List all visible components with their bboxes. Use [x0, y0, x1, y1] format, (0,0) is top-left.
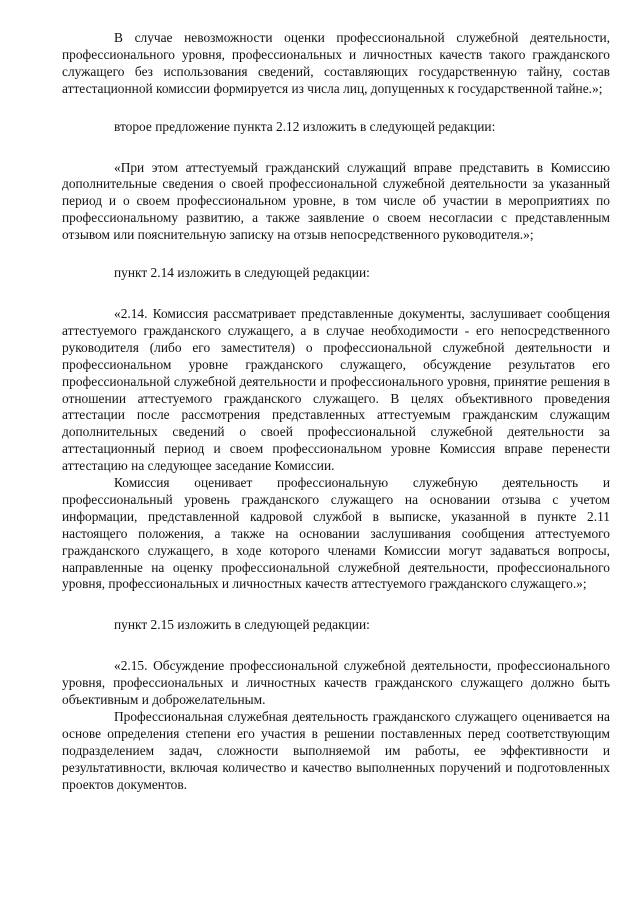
paragraph-activity-assessment: Профессиональная служебная деятельность гражданского служащего оценивается на основе определения степени его участия в решении поставленных перед соответствующим подразделением задач, сложности выполняемой им работы, ее эффективности и результативности, включая количество и качество выполненных поручений и подготовленных проектов документов.: [62, 709, 610, 792]
spacer: [62, 136, 610, 160]
paragraph-instruction-2-15: пункт 2.15 изложить в следующей редакции:: [114, 617, 370, 633]
paragraph-quote-2-15: «2.15. Обсуждение профессиональной служебной деятельности, профессионального уровня, профессиональных и личностных качеств гражданского служащего должно быть объективным и доброжелательным.: [62, 658, 610, 708]
spacer: [62, 244, 610, 265]
spacer: [62, 98, 610, 119]
paragraph-instruction-2-12: второе предложение пункта 2.12 изложить в следующей редакции:: [114, 118, 496, 134]
spacer: [62, 593, 610, 617]
document-body: [62, 30, 610, 794]
paragraph-quote-2-14: «2.14. Комиссия рассматривает представленные документы, заслушивает сообщения аттестуемого гражданского служащего, а в случае необходимости - его непосредственного руководителя (либо его заместителя) о профессиональной служебной деятельности и профессиональном уровне гражданского служащего, обсуждение результатов его профессиональной служебной деятельности и профессионального уровня, принятие решения в отношении аттестуемого гражданского служащего. В целях объективного проведения аттестации после рассмотрения представленных аттестуемым гражданским служащим дополнительных сведений о своей профессиональной служебной деятельности за аттестационный период и своем профессиональном уровне Комиссия вправе перенести аттестацию на следующее заседание Комиссии.: [62, 305, 610, 474]
paragraph-quote-2-12: «При этом аттестуемый гражданский служащий вправе представить в Комиссию дополнительные сведения о своей профессиональной служебной деятельности за указанный период и о своем профессиональном уровне, в том числе об участии в мероприятиях по профессиональному развитию, а также заявление о своем несогласии с представленным отзывом или пояснительную записку на отзыв непосредственного руководителя.»;: [62, 159, 610, 243]
paragraph-secrecy-clause: В случае невозможности оценки профессиональной служебной деятельности, профессионального уровня, профессиональных и личностных качеств такого гражданского служащего без использования сведений, составляющих государственную тайну, состав аттестационной комиссии формируется из числа лиц, допущенных к государственной тайне.»;: [62, 30, 610, 96]
paragraph-instruction-2-14: пункт 2.14 изложить в следующей редакции:: [114, 265, 370, 281]
spacer: [62, 282, 610, 306]
spacer: [62, 634, 610, 658]
paragraph-commission-assessment: Комиссия оценивает профессиональную служебную деятельность и профессиональный уровень гражданского служащего на основании отзыва с учетом информации, представленной кадровой службой в выписке, указанной в пункте 2.11 настоящего положения, а также на основании заслушивания сообщения аттестуемого гражданского служащего, в ходе которого членами Комиссии могут задаваться вопросы, направленные на оценку профессиональной служебной деятельности, профессионального уровня, профессиональных и личностных качеств аттестуемого гражданского служащего.»;: [62, 475, 610, 592]
